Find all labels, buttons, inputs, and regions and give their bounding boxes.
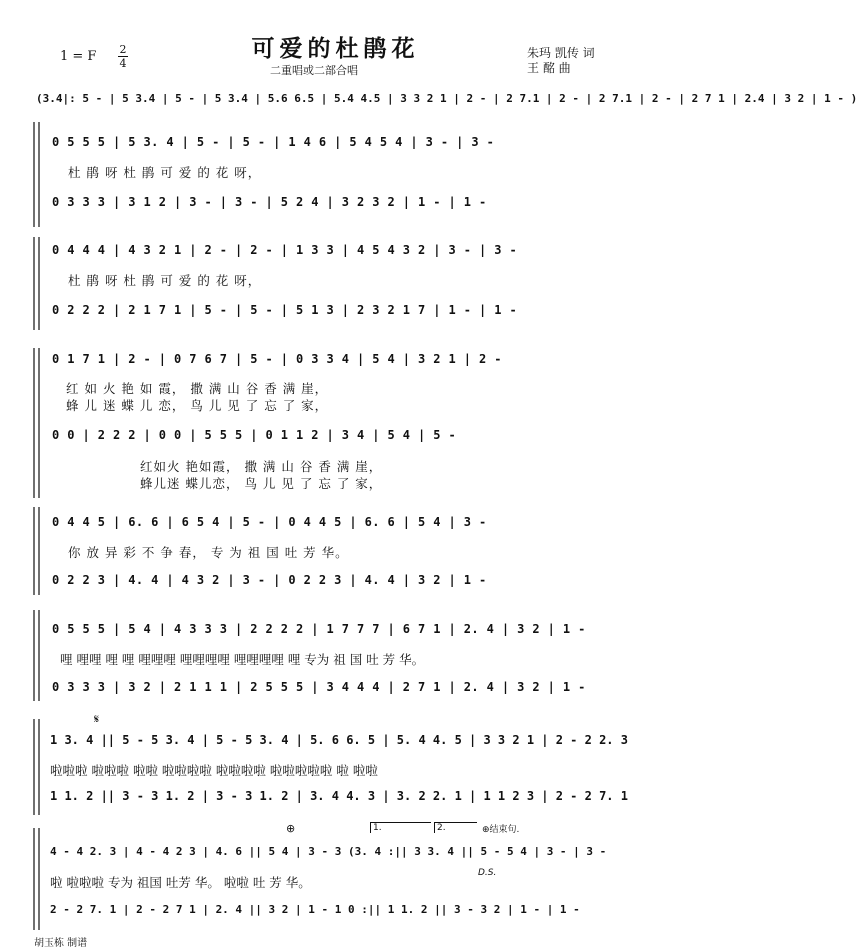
key-signature: 1 = F [60,49,97,64]
system-5-lyric: 哩 哩哩 哩 哩 哩哩哩 哩哩哩哩 哩哩哩哩 哩 专为 祖 国 吐 芳 华。 [60,652,425,667]
system-1-lyric: 杜 鹃 呀 杜 鹃 可 爱 的 花 呀， [68,165,262,180]
system-4-lower: 0 2 2 3 | 4. 4 | 4 3 2 | 3 - | 0 2 2 3 | 4. 4 | 3 2 | 1 - [52,573,487,587]
system-1-upper: 0 5 5 5 | 5 3. 4 | 5 - | 5 - | 1 4 6 | 5 4 5 4 | 3 - | 3 - [52,135,495,149]
system-6-upper: 1 3. 4 || 5 - 5 3. 4 | 5 - 5 3. 4 | 5. 6 6. 5 | 5. 4 4. 5 | 3 3 2 1 | 2 - 2 2. 3 [50,733,628,747]
system-2-upper: 0 4 4 4 | 4 3 2 1 | 2 - | 2 - | 1 3 3 | 4 5 4 3 2 | 3 - | 3 - [52,243,518,257]
volta-1: 1. [370,822,431,833]
system-2-lower: 0 2 2 2 | 2 1 7 1 | 5 - | 5 - | 5 1 3 | 2 3 2 1 7 | 1 - | 1 - [52,303,518,317]
ds-mark: D.S. [478,868,497,878]
ending-mark: ⊕结束句. [482,825,520,835]
system-4-upper: 0 4 4 5 | 6. 6 | 6 5 4 | 5 - | 0 4 4 5 | 6. 6 | 5 4 | 3 - [52,515,487,529]
system-4-lyric: 你 放 异 彩 不 争 春， 专 为 祖 国 吐 芳 华。 [68,545,349,560]
segno-mark: 𝄋 [94,712,100,726]
system-5-upper: 0 5 5 5 | 5 4 | 4 3 3 3 | 2 2 2 2 | 1 7 7 7 | 6 7 1 | 2. 4 | 3 2 | 1 - [52,622,586,636]
system-6-lyric: 啦啦啦 啦啦啦 啦啦 啦啦啦啦 啦啦啦啦 啦啦啦啦啦 啦 啦啦 [50,763,378,778]
system-2-lyric: 杜 鹃 呀 杜 鹃 可 爱 的 花 呀， [68,273,262,288]
system-3-upper: 0 1 7 1 | 2 - | 0 7 6 7 | 5 - | 0 3 3 4 | 5 4 | 3 2 1 | 2 - [52,352,502,366]
system-5-lower: 0 3 3 3 | 3 2 | 2 1 1 1 | 2 5 5 5 | 3 4 4 4 | 2 7 1 | 2. 4 | 3 2 | 1 - [52,680,586,694]
system-3-lower-lyric-verse1: 红如火 艳如霞， 撒 满 山 谷 香 满 崖， [140,459,383,474]
system-3-lyric-verse1: 红 如 火 艳 如 霞， 撒 满 山 谷 香 满 崖， [66,381,329,396]
volta-2: 2. [434,822,477,833]
meter-top: 2 [119,43,127,56]
system-7-upper: 4 - 4 2. 3 | 4 - 4 2 3 | 4. 6 || 5 4 | 3 - 3 (3. 4 :|| 3 3. 4 || 5 - 5 4 | 3 - | 3 - [50,845,607,858]
system-7-lower: 2 - 2 7. 1 | 2 - 2 7 1 | 2. 4 || 3 2 | 1 - 1 0 :|| 1 1. 2 || 3 - 3 2 | 1 - | 1 - [50,903,580,916]
song-title: 可爱的杜鹃花 [251,35,420,62]
song-subtitle: 二重唱或二部合唱 [270,64,358,77]
system-6-lower: 1 1. 2 || 3 - 3 1. 2 | 3 - 3 1. 2 | 3. 4 4. 3 | 3. 2 2. 1 | 1 1 2 3 | 2 - 2 7. 1 [50,789,628,803]
system-3-lower-lyric-verse2: 蜂儿迷 蝶儿恋， 鸟 儿 见 了 忘 了 家， [140,476,383,491]
intro-line: (3.4|: 5 - | 5 3.4 | 5 - | 5 3.4 | 5.6 6.5 | 5.4 4.5 | 3 3 2 1 | 2 - | 2 7.1 | 2 - | 2 7.1 | 2 - | 2 7 1 | 2.4 | 3 2 | 1 - ) [36,92,857,105]
system-3-lyric-verse2: 蜂 儿 迷 蝶 儿 恋， 鸟 儿 见 了 忘 了 家， [66,398,329,413]
lyricist-credit: 朱玛 凯传 词 [527,46,595,60]
meter-bottom: 4 [119,57,127,70]
coda-mark: ⊕ [286,822,296,835]
composer-credit: 王 酩 曲 [527,61,571,75]
system-1-lower: 0 3 3 3 | 3 1 2 | 3 - | 3 - | 5 2 4 | 3 2 3 2 | 1 - | 1 - [52,195,487,209]
system-3-lower: 0 0 | 2 2 2 | 0 0 | 5 5 5 | 0 1 1 2 | 3 4 | 5 4 | 5 - [52,428,457,442]
footer-credit: 胡玉栋 制谱 [34,938,88,949]
system-7-lyric: 啦 啦啦啦 专为 祖国 吐芳 华。 啦啦 吐 芳 华。 [50,875,311,890]
